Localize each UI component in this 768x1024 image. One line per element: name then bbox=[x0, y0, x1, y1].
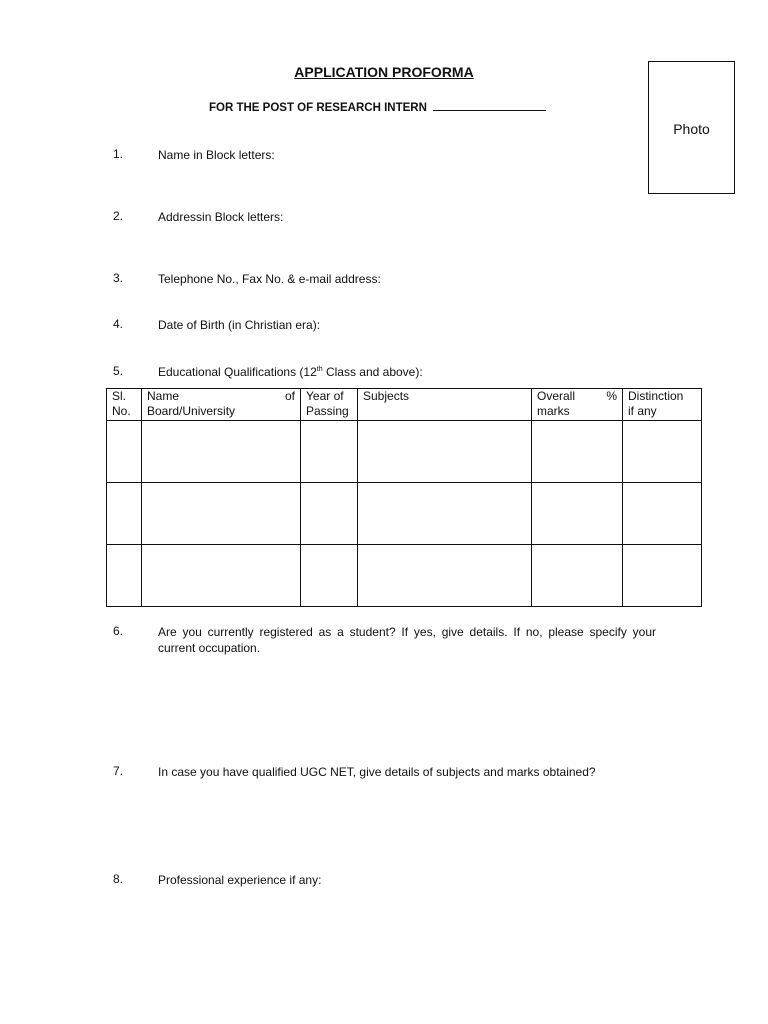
photo-box[interactable] bbox=[648, 61, 735, 194]
header-distinction bbox=[623, 389, 702, 421]
question-2-text: Addressin Block letters: bbox=[158, 210, 284, 224]
question-3-text: Telephone No., Fax No. & e-mail address: bbox=[158, 272, 381, 286]
table-cell[interactable] bbox=[107, 545, 142, 607]
post-name-blank[interactable] bbox=[433, 101, 546, 111]
header-overall-marks bbox=[532, 389, 623, 421]
subtitle-text: FOR THE POST OF RESEARCH INTERN bbox=[209, 102, 427, 114]
table-cell[interactable] bbox=[301, 421, 358, 483]
header-subjects-line1: Subjects bbox=[363, 389, 410, 403]
header-marks-line2: marks bbox=[537, 404, 570, 418]
question-2-number: 2. bbox=[113, 209, 124, 223]
header-subjects bbox=[358, 389, 532, 421]
question-5-number: 5. bbox=[113, 364, 124, 378]
header-sl-no-line1: Sl. bbox=[112, 389, 127, 403]
question-4-number: 4. bbox=[113, 317, 124, 331]
header-year-line1: Year of bbox=[306, 389, 344, 403]
table-cell[interactable] bbox=[623, 483, 702, 545]
question-8-text: Professional experience if any: bbox=[158, 873, 322, 887]
header-year-line2: Passing bbox=[306, 404, 349, 418]
question-5-text-before: Educational Qualifications (12 bbox=[158, 365, 317, 379]
table-cell[interactable] bbox=[301, 545, 358, 607]
table-cell[interactable] bbox=[142, 545, 301, 607]
question-7-text: In case you have qualified UGC NET, give details of subjects and marks obtained? bbox=[158, 765, 596, 779]
question-1-number: 1. bbox=[113, 147, 124, 161]
table-cell[interactable] bbox=[623, 545, 702, 607]
table-cell[interactable] bbox=[358, 545, 532, 607]
table-cell[interactable] bbox=[142, 421, 301, 483]
table-cell[interactable] bbox=[107, 421, 142, 483]
page-title: APPLICATION PROFORMA bbox=[294, 64, 474, 80]
question-6-number: 6. bbox=[113, 624, 124, 638]
header-year-of-passing bbox=[301, 389, 358, 421]
table-row bbox=[107, 421, 702, 483]
table-cell[interactable] bbox=[107, 483, 142, 545]
header-board-line1: Name of bbox=[147, 389, 295, 403]
header-board-line2: Board/University bbox=[147, 404, 236, 418]
table-cell[interactable] bbox=[623, 421, 702, 483]
table-cell[interactable] bbox=[358, 483, 532, 545]
question-5-text-after: Class and above): bbox=[322, 365, 423, 379]
table-cell[interactable] bbox=[358, 421, 532, 483]
question-5-superscript: th bbox=[316, 366, 323, 373]
header-marks-line1: Overall % bbox=[537, 389, 617, 403]
header-sl-no-line2: No. bbox=[112, 404, 131, 418]
education-table bbox=[106, 388, 702, 607]
table-cell[interactable] bbox=[301, 483, 358, 545]
table-row bbox=[107, 545, 702, 607]
header-board-university bbox=[142, 389, 301, 421]
page-subtitle bbox=[209, 101, 546, 114]
photo-label: Photo bbox=[673, 121, 710, 137]
question-8-number: 8. bbox=[113, 872, 124, 886]
table-cell[interactable] bbox=[532, 545, 623, 607]
table-cell[interactable] bbox=[532, 421, 623, 483]
question-3-number: 3. bbox=[113, 271, 124, 285]
question-6-text: Are you currently registered as a student? If yes, give details. If no, please specify your current occupation. bbox=[158, 625, 656, 655]
header-sl-no bbox=[107, 389, 142, 421]
question-4-text: Date of Birth (in Christian era): bbox=[158, 318, 321, 332]
table-row bbox=[107, 483, 702, 545]
header-distinction-line1: Distinction bbox=[628, 389, 684, 403]
table-cell[interactable] bbox=[142, 483, 301, 545]
question-5-text bbox=[158, 364, 423, 380]
table-header-row bbox=[107, 389, 702, 421]
header-distinction-line2: if any bbox=[628, 404, 657, 418]
table-cell[interactable] bbox=[532, 483, 623, 545]
question-1-text: Name in Block letters: bbox=[158, 148, 275, 162]
question-7-number: 7. bbox=[113, 764, 124, 778]
